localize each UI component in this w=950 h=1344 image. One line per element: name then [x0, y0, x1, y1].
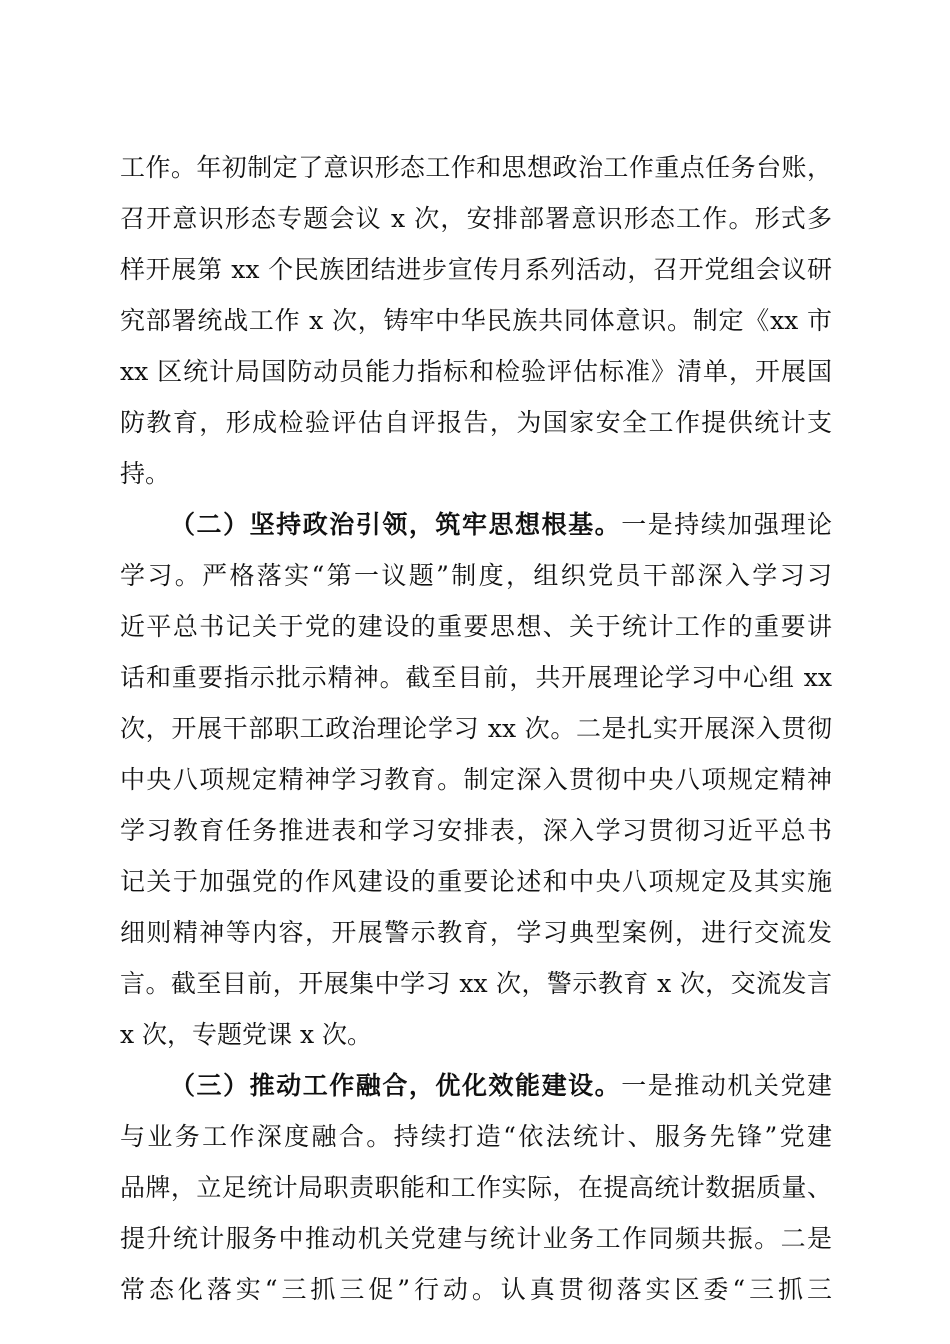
text-line: 记关于加强党的作风建设的重要论述和中央八项规定及其实施 [120, 867, 832, 896]
text-line: 究部署统战工作 x 次，铸牢中华民族共同体意识。制定《xx 市 [120, 306, 832, 335]
text-run: 一是推动机关党建 [621, 1071, 832, 1100]
text-line [120, 499, 832, 550]
text-line: 学习教育任务推进表和学习安排表，深入学习贯彻习近平总书 [120, 816, 832, 845]
text-line: xx 区统计局国防动员能力指标和检验评估标准》清单，开展国 [120, 357, 832, 386]
text-line: 工作。年初制定了意识形态工作和思想政治工作重点任务台账， [120, 153, 832, 182]
section-heading: （三）推动工作融合，优化效能建设。 [170, 1071, 622, 1100]
text-line: 与业务工作深度融合。持续打造“依法统计、服务先锋”党建 [120, 1122, 832, 1151]
text-line: 持。 [120, 459, 171, 488]
text-line: 提升统计服务中推动机关党建与统计业务工作同频共振。二是 [120, 1224, 832, 1253]
text-line: x 次，专题党课 x 次。 [120, 1020, 373, 1049]
text-line: 次，开展干部职工政治理论学习 xx 次。二是扎实开展深入贯彻 [120, 714, 832, 743]
paragraph-work-integration [120, 1060, 832, 1315]
text-line: 近平总书记关于党的建设的重要思想、关于统计工作的重要讲 [120, 612, 832, 641]
text-line: 品牌，立足统计局职责职能和工作实际，在提高统计数据质量、 [120, 1173, 832, 1202]
text-line: 召开意识形态专题会议 x 次，安排部署意识形态工作。形式多 [120, 204, 832, 233]
text-run: 一是持续加强理论 [621, 510, 832, 539]
text-line: 细则精神等内容，开展警示教育，学习典型案例，进行交流发 [120, 918, 832, 947]
paragraph-political-leadership [120, 499, 832, 1060]
text-line: 学习。严格落实“第一议题”制度，组织党员干部深入学习习 [120, 561, 832, 590]
paragraph-ideology-work [120, 142, 832, 499]
section-heading: （二）坚持政治引领，筑牢思想根基。 [170, 510, 622, 539]
text-line: 样开展第 xx 个民族团结进步宣传月系列活动，召开党组会议研 [120, 255, 832, 284]
text-line: 防教育，形成检验评估自评报告，为国家安全工作提供统计支 [120, 408, 832, 437]
text-line: 言。截至目前，开展集中学习 xx 次，警示教育 x 次，交流发言 [120, 969, 832, 998]
text-line: 中央八项规定精神学习教育。制定深入贯彻中央八项规定精神 [120, 765, 832, 794]
text-line [120, 1060, 832, 1111]
text-line: 话和重要指示批示精神。截至目前，共开展理论学习中心组 xx [120, 663, 832, 692]
text-line: 常态化落实“三抓三促”行动。认真贯彻落实区委“三抓三 [120, 1275, 832, 1304]
document-body [120, 142, 832, 1315]
